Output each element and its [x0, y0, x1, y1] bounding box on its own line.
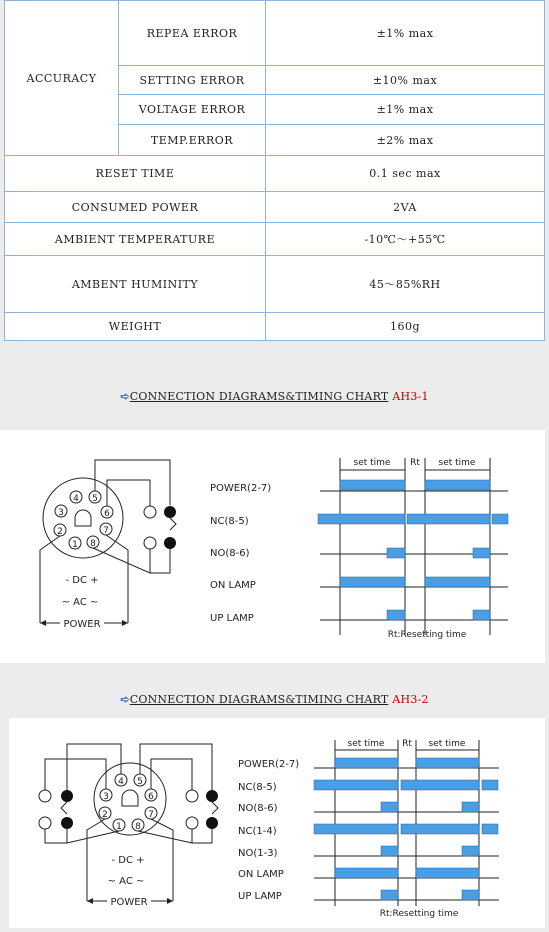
no-pulse [473, 548, 490, 558]
pin-label: 6 [104, 509, 110, 519]
model-label: AH3-2 [392, 693, 429, 706]
pin-label: 5 [92, 494, 98, 504]
up-lamp-pulse [381, 890, 398, 900]
on-lamp-pulse [416, 868, 479, 878]
pin-label: 3 [58, 508, 64, 518]
spec-value: -10℃～+55℃ [266, 223, 545, 256]
terminal-closed [61, 790, 73, 802]
arrow-right-icon [122, 620, 128, 626]
arrow-icon: ➪ [120, 693, 130, 706]
arrow-icon: ➪ [120, 390, 130, 403]
nc-pulse [482, 824, 498, 834]
spec-name: AMBENT HUMINITY [5, 256, 266, 313]
spec-value: ±10% max [266, 66, 545, 95]
model-label: AH3-1 [392, 390, 429, 403]
spec-name: WEIGHT [5, 313, 266, 341]
terminal-open [39, 790, 51, 802]
dc-label: - DC + [65, 575, 99, 586]
on-lamp-pulse [340, 577, 405, 587]
terminal-open [39, 817, 51, 829]
terminal-closed [61, 817, 73, 829]
wire [138, 828, 192, 843]
set-time-label: set time [428, 739, 466, 749]
nc-pulse [314, 824, 398, 834]
footer-note: Rt:Resetting time [387, 630, 467, 640]
signal-label: ON LAMP [238, 869, 284, 880]
nc-pulse [492, 514, 508, 524]
pin-label: 6 [148, 792, 154, 802]
terminal-open [186, 817, 198, 829]
spec-name: CONSUMED POWER [5, 192, 266, 223]
terminal-closed [206, 790, 218, 802]
spec-value: 2VA [266, 192, 545, 223]
spec-name: SETTING ERROR [119, 66, 266, 95]
panel-ah3-2 [9, 718, 545, 928]
power-label: POWER [110, 897, 148, 908]
spec-name: REPEA ERROR [119, 1, 266, 66]
pin-label: 3 [103, 792, 109, 802]
spec-name: RESET TIME [5, 156, 266, 192]
nc-pulse [407, 514, 490, 524]
spec-value: 160g [266, 313, 545, 341]
terminal-open [186, 790, 198, 802]
nc-pulse [401, 824, 479, 834]
spec-name: AMBIENT TEMPERATURE [5, 223, 266, 256]
power-label: POWER [63, 619, 101, 630]
spec-value: ±1% max [266, 1, 545, 66]
on-lamp-pulse [335, 868, 398, 878]
no-pulse [381, 846, 398, 856]
up-lamp-pulse [473, 610, 490, 620]
section-title-text: CONNECTION DIAGRAMS&TIMING CHART [129, 693, 389, 706]
set-time-label: set time [438, 458, 476, 468]
signal-label: NC(8-5) [210, 516, 249, 527]
contact-symbol [212, 802, 218, 814]
pin-label: 1 [116, 822, 122, 832]
terminal-closed [164, 506, 176, 518]
diagram-ah3-2 [9, 718, 545, 928]
pin-label: 7 [103, 526, 109, 536]
signal-label: UP LAMP [210, 613, 254, 624]
wire [107, 480, 150, 506]
pin-label: 1 [72, 540, 78, 550]
socket-outline [43, 478, 123, 558]
pin-label: 8 [90, 539, 96, 549]
footer-note: Rt:Resetting time [379, 909, 459, 919]
section-title-ah3-2 [0, 693, 549, 706]
section-title-ah3-1 [0, 390, 549, 403]
signal-label: NO(8-6) [238, 803, 278, 814]
wire [151, 759, 192, 790]
set-time-label: set time [347, 739, 385, 749]
no-pulse [462, 802, 479, 812]
dc-label: - DC + [111, 855, 145, 866]
power-pulse [425, 480, 490, 490]
power-pulse [416, 758, 479, 768]
pin-label: 8 [135, 822, 141, 832]
nc-pulse [318, 514, 405, 524]
power-pulse [335, 758, 398, 768]
accuracy-label: ACCURACY [5, 1, 119, 156]
spec-table [4, 0, 545, 341]
no-pulse [381, 802, 398, 812]
spec-value: ±1% max [266, 95, 545, 125]
diagram-ah3-1 [0, 430, 545, 663]
pin-label: 4 [118, 777, 124, 787]
up-lamp-pulse [387, 610, 405, 620]
signal-label: POWER(2-7) [238, 759, 300, 770]
contact-symbol [170, 518, 176, 530]
signal-label: ON LAMP [210, 580, 256, 591]
section-title-text: CONNECTION DIAGRAMS&TIMING CHART [129, 390, 389, 403]
pin-label: 7 [148, 810, 154, 820]
signal-label: NO(8-6) [210, 548, 250, 559]
arrow-right-icon [167, 898, 173, 904]
nc-pulse [482, 780, 498, 790]
pin-label: 2 [57, 527, 63, 537]
ac-label: ~ AC ~ [61, 597, 99, 608]
signal-label: UP LAMP [238, 891, 282, 902]
wire [150, 545, 170, 573]
terminal-closed [206, 817, 218, 829]
spec-name: VOLTAGE ERROR [119, 95, 266, 125]
wire [45, 828, 67, 843]
spec-name: TEMP.ERROR [119, 125, 266, 156]
signal-label: NC(8-5) [238, 782, 277, 793]
arrow-left-icon [87, 898, 93, 904]
terminal-closed [164, 537, 176, 549]
contact-symbol [61, 802, 67, 814]
signal-label: NC(1-4) [238, 826, 277, 837]
spec-value: 45～85%RH [266, 256, 545, 313]
wire [87, 819, 105, 901]
arrow-left-icon [40, 620, 46, 626]
terminal-open [144, 506, 156, 518]
rt-label: Rt [402, 739, 412, 749]
signal-label: NO(1-3) [238, 848, 278, 859]
socket-key [75, 510, 91, 526]
wire [93, 547, 150, 573]
wire [95, 460, 170, 505]
on-lamp-pulse [425, 577, 490, 587]
nc-pulse [314, 780, 398, 790]
terminal-open [144, 537, 156, 549]
power-pulse [340, 480, 405, 490]
socket-key [122, 790, 138, 806]
spec-value: 0.1 sec max [266, 156, 545, 192]
spec-value: ±2% max [266, 125, 545, 156]
set-time-label: set time [353, 458, 391, 468]
pin-label: 4 [73, 494, 79, 504]
panel-ah3-1 [0, 430, 545, 663]
no-pulse [462, 846, 479, 856]
up-lamp-pulse [462, 890, 479, 900]
wire [151, 819, 173, 901]
signal-label: POWER(2-7) [210, 483, 272, 494]
wire [192, 828, 212, 843]
pin-label: 5 [137, 777, 143, 787]
nc-pulse [401, 780, 479, 790]
pin-label: 2 [102, 810, 108, 820]
ac-label: ~ AC ~ [107, 876, 145, 887]
rt-label: Rt [410, 458, 420, 468]
no-pulse [387, 548, 405, 558]
